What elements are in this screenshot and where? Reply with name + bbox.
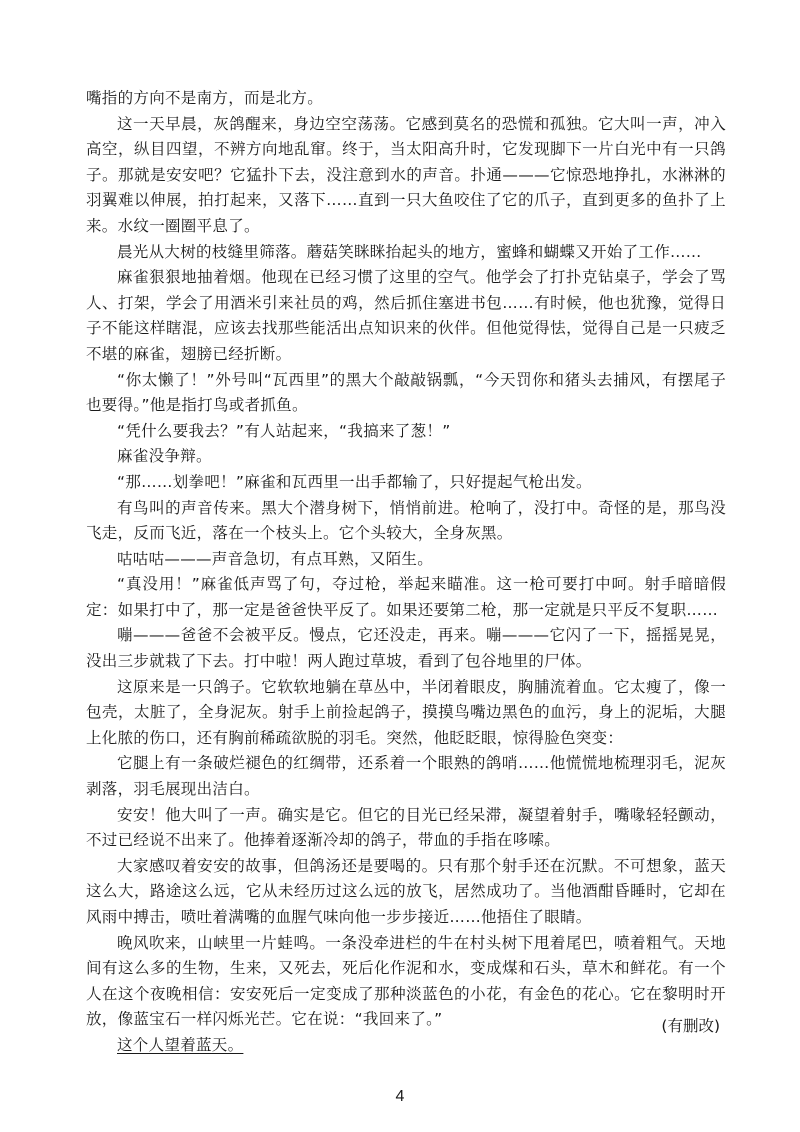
source-note: (有删改) — [661, 1017, 720, 1035]
paragraph-9: 有鸟叫的声音传来。黑大个潜身树下，悄悄前进。枪响了，没打中。奇怪的是，那鸟没飞走，反而飞近，落在一个枝头上。它个头较大，全身灰黑。 — [86, 498, 726, 543]
paragraph-17: 晚风吹来，山峡里一片蛙鸣。一条没牵进栏的牛在村头树下甩着尾巴，喷着粗气。天地间有这么多的生物，生来，又死去，死后化作泥和水，变成煤和石头，草木和鲜花。有一个人在这个夜晚相信：安安死后一定变成了那种淡蓝色的小花，有金色的花心。它在黎明时开放，像蓝宝石一样闪烁光芒。它在说：“我回来了。” — [86, 933, 726, 1029]
paragraph-8: “那……划拳吧！”麻雀和瓦西里一出手都输了，只好提起气枪出发。 — [117, 472, 592, 491]
paragraph-16: 大家感叹着安安的故事，但鸽汤还是要喝的。只有那个射手还在沉默。不可想象，蓝天这么大，路途这么远，它从未经历过这么远的放飞，居然成功了。当他酒酣昏睡时，它却在风雨中搏击，喷吐着满嘴的血腥气味向他一步步接近……他捂住了眼睛。 — [86, 856, 726, 926]
paragraph-7: 麻雀没争辩。 — [117, 447, 212, 466]
paragraph-5: “你太懒了！”外号叫“瓦西里”的黑大个敲敲锅瓢，“今天罚你和猪头去捕风，有摆尾子也要得。”他是指打鸟或者抓鱼。 — [86, 370, 726, 415]
paragraph-4: 麻雀狠狠地抽着烟。他现在已经习惯了这里的空气。他学会了打扑克钻桌子，学会了骂人、打架，学会了用酒米引来社员的鸡，然后抓住塞进书包……有时候，他也犹豫，觉得日子不能这样瞎混，应该去找那些能活出点知识来的伙伴。但他觉得怯，觉得自己是一只疲乏不堪的麻雀，翅膀已经折断。 — [86, 268, 726, 363]
story-body — [86, 86, 726, 1059]
paragraph-14: 它腿上有一条破烂褪色的红绸带，还系着一个眼熟的鸽哨……他慌慌地梳理羽毛，泥灰剥落，羽毛展现出洁白。 — [86, 754, 726, 799]
paragraph-3: 晨光从大树的枝缝里筛落。蘑菇笑眯眯抬起头的地方，蜜蜂和蝴蝶又开始了工作…… — [117, 242, 702, 261]
paragraph-12: 嘣———爸爸不会被平反。慢点，它还没走，再来。嘣———它闪了一下，摇摇晃晃，没出三步就栽了下去。打中啦！两人跑过草坡，看到了包谷地里的尸体。 — [86, 626, 726, 671]
page-number: 4 — [395, 1088, 405, 1105]
paragraph-11: “真没用！”麻雀低声骂了句，夺过枪，举起来瞄准。这一枪可要打中呵。射手暗暗假定：如果打中了，那一定是爸爸快平反了。如果还要第二枪，那一定就是只平反不复职…… — [86, 575, 726, 619]
paragraph-15: 安安！他大叫了一声。确实是它。但它的目光已经呆滞，凝望着射手，嘴喙轻轻颤动，不过已经说不出来了。他捧着逐渐冷却的鸽子，带血的手指在哆嗦。 — [86, 805, 726, 850]
paragraph-10: 咕咕咕———声音急切，有点耳熟，又陌生。 — [117, 549, 434, 568]
paragraph-2: 这一天早晨，灰鸽醒来，身边空空荡荡。它感到莫名的恐慌和孤独。它大叫一声，冲入高空，纵目四望，不辨方向地乱窜。终于，当太阳高升时，它发现脚下一片白光中有一只鸽子。那就是安安吧？它猛扑下去，没注意到水的声音。扑通———它惊恐地挣扎，水淋淋的羽翼难以伸展，拍打起来，又落下……直到一只大鱼咬住了它的爪子，直到更多的鱼扑了上来。水纹一圈圈平息了。 — [86, 114, 726, 235]
underlined-sentence: 这个人望着蓝天。 — [117, 1035, 244, 1054]
paragraph-6: “凭什么要我去？”有人站起来，“我搞来了葱！” — [117, 421, 451, 440]
closing-line — [86, 1033, 726, 1059]
paragraph-13: 这原来是一只鸽子。它软软地躺在草丛中，半闭着眼皮，胸脯流着血。它太瘦了，像一包壳，太脏了，全身泥灰。射手上前捡起鸽子，摸摸鸟嘴边黑色的血污，身上的泥垢，大腿上化脓的伤口，还有胸前稀疏欲脱的羽毛。突然，他眨眨眼，惊得脸色突变： — [86, 677, 726, 747]
paragraph-1: 嘴指的方向不是南方，而是北方。 — [86, 89, 324, 107]
